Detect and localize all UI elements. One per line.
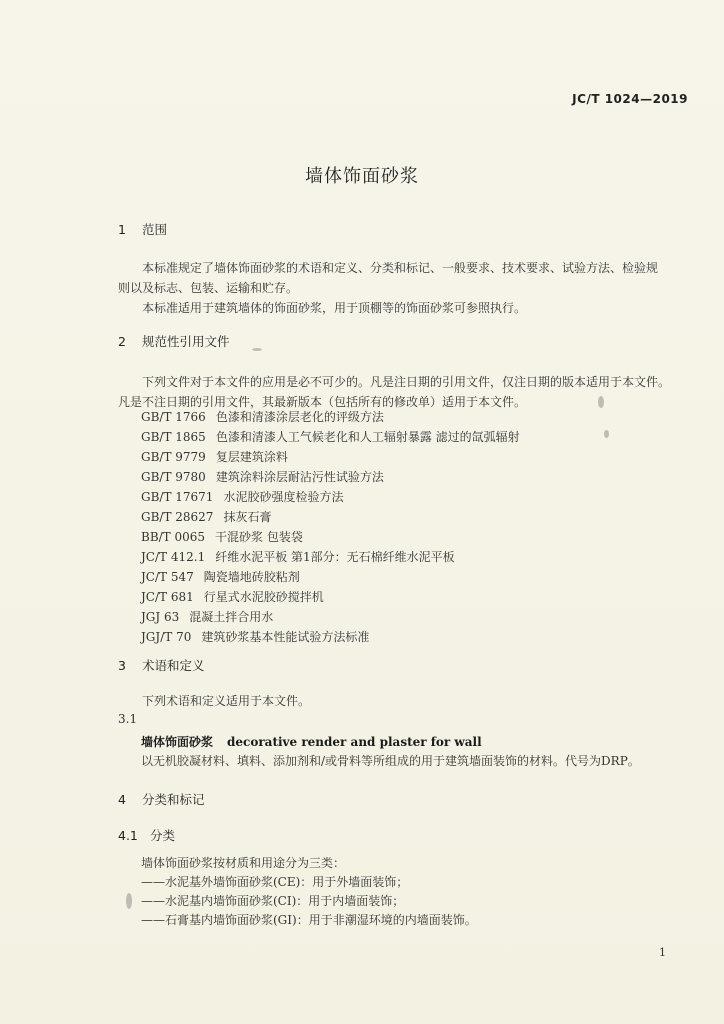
list-item: ——水泥基内墙饰面砂浆(CI)：用于内墙面装饰； [141, 894, 405, 908]
reference-title: 建筑涂料涂层耐沾污性试验方法 [215, 470, 384, 484]
section-number: 4 [118, 792, 126, 807]
reference-item [141, 427, 520, 447]
section-2-heading [118, 332, 230, 350]
list-item: ——水泥基外墙饰面砂浆(CE)：用于外墙面装饰； [141, 875, 409, 889]
reference-item [141, 447, 520, 467]
section-title: 范围 [141, 222, 167, 237]
subsection-4-1-heading [118, 826, 175, 844]
classification-list [141, 854, 477, 930]
paragraph-line: 下列术语和定义适用于本文件。 [142, 694, 311, 708]
reference-code: GB/T 28627 [141, 510, 214, 524]
reference-title: 纤维水泥平板 第1部分：无石棉纤维水泥平板 [215, 550, 455, 564]
scan-smudge [604, 430, 609, 438]
section-number: 1 [118, 222, 126, 237]
section-4-heading [118, 790, 205, 808]
reference-item [141, 407, 520, 427]
list-item: ——石膏基内墙饰面砂浆(GI)：用于非潮湿环境的内墙面装饰。 [141, 913, 477, 927]
reference-list [141, 407, 520, 647]
term-name [141, 733, 482, 750]
subsection-number: 4.1 [118, 828, 138, 843]
section-3-intro [118, 691, 688, 711]
reference-item [141, 547, 520, 567]
reference-code: JGJ/T 70 [141, 630, 192, 644]
reference-title: 混凝土拌合用水 [189, 610, 274, 624]
reference-title: 干混砂浆 包装袋 [215, 530, 303, 544]
subsection-title: 分类 [149, 828, 175, 843]
reference-title: 色漆和清漆人工气候老化和人工辐射暴露 滤过的氙弧辐射 [215, 430, 520, 444]
reference-item [141, 467, 520, 487]
section-title: 规范性引用文件 [141, 334, 230, 349]
scan-smudge [252, 348, 262, 351]
term-name-en: decorative render and plaster for wall [227, 735, 482, 749]
reference-item [141, 587, 520, 607]
list-intro: 墙体饰面砂浆按材质和用途分为三类： [141, 856, 346, 870]
section-number: 2 [118, 334, 126, 349]
reference-code: JC/T 681 [141, 590, 194, 604]
section-title: 术语和定义 [141, 658, 205, 673]
paragraph-line: 本标准适用于建筑墙体的饰面砂浆，用于顶棚等的饰面砂浆可参照执行。 [142, 301, 527, 315]
reference-code: GB/T 9780 [141, 470, 206, 484]
scan-smudge [598, 396, 604, 408]
reference-item [141, 567, 520, 587]
paragraph-line: 本标准规定了墙体饰面砂浆的术语和定义、分类和标记、一般要求、技术要求、试验方法、检验规 [142, 261, 659, 275]
reference-item [141, 627, 520, 647]
reference-code: BB/T 0065 [141, 530, 206, 544]
reference-item [141, 607, 520, 627]
reference-title: 建筑砂浆基本性能试验方法标准 [201, 630, 370, 644]
reference-code: JGJ 63 [141, 610, 180, 624]
document-code: JC/T 1024—2019 [572, 92, 688, 106]
page-title: 墙体饰面砂浆 [305, 166, 419, 187]
reference-item [141, 507, 520, 527]
section-1-heading [118, 220, 167, 238]
scan-smudge [126, 893, 132, 909]
paragraph-line: 凡是不注日期的引用文件，其最新版本（包括所有的修改单）适用于本文件。 [118, 395, 527, 409]
term-name-cn: 墙体饰面砂浆 [141, 735, 214, 749]
paragraph-line: 下列文件对于本文件的应用是必不可少的。凡是注日期的引用文件，仅注日期的版本适用于本文件。 [142, 375, 671, 389]
reference-title: 抹灰石膏 [223, 510, 272, 524]
reference-item [141, 487, 520, 507]
section-number: 3 [118, 658, 126, 673]
reference-code: GB/T 1766 [141, 410, 206, 424]
section-title: 分类和标记 [141, 792, 205, 807]
reference-item [141, 527, 520, 547]
section-3-heading [118, 656, 205, 674]
section-1-body [118, 258, 688, 318]
term-definition: 以无机胶凝材料、填料、添加剂和/或骨料等所组成的用于建筑墙面装饰的材料。代号为DRP。 [141, 754, 640, 768]
reference-code: GB/T 9779 [141, 450, 206, 464]
reference-title: 复层建筑涂料 [215, 450, 288, 464]
reference-code: JC/T 412.1 [141, 550, 206, 564]
reference-code: JC/T 547 [141, 570, 194, 584]
paragraph-line: 则以及标志、包装、运输和贮存。 [118, 281, 299, 295]
reference-title: 陶瓷墙地砖胶粘剂 [203, 570, 300, 584]
reference-title: 行星式水泥胶砂搅拌机 [203, 590, 324, 604]
reference-code: GB/T 17671 [141, 490, 214, 504]
reference-code: GB/T 1865 [141, 430, 206, 444]
reference-title: 色漆和清漆涂层老化的评级方法 [215, 410, 384, 424]
term-number: 3.1 [118, 712, 138, 726]
page-number: 1 [659, 946, 666, 959]
reference-title: 水泥胶砂强度检验方法 [223, 490, 344, 504]
